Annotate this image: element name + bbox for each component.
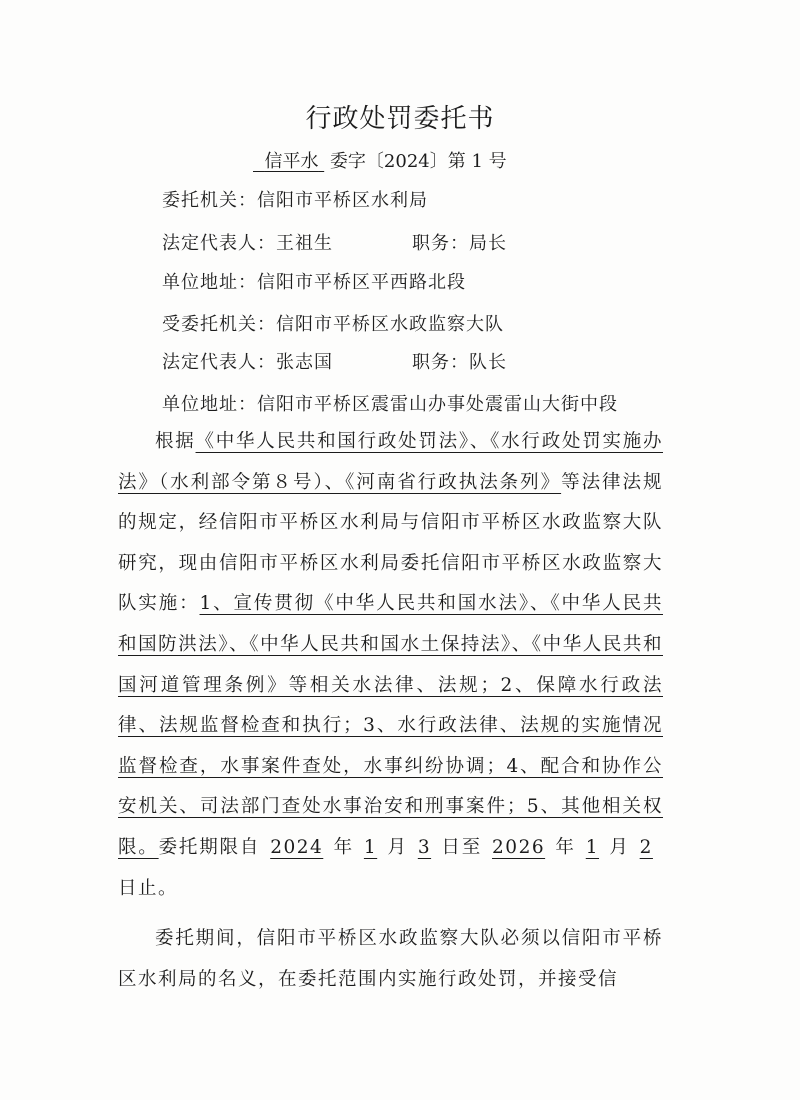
- period-start-label: 委托期限自: [158, 836, 261, 858]
- start-year: 2024: [270, 836, 324, 858]
- start-month: 1: [363, 836, 378, 858]
- month-char-1: 月: [387, 836, 408, 858]
- end-month: 1: [585, 836, 600, 858]
- year-char-2: 年: [555, 836, 576, 858]
- entrusting-rep: 王祖生: [276, 233, 333, 254]
- end-year: 2026: [492, 836, 546, 858]
- year-char-1: 年: [333, 836, 354, 858]
- end-char: 日止。: [118, 877, 179, 899]
- entrusting-rep-line: [162, 229, 507, 255]
- doc-num: 1: [471, 151, 483, 172]
- start-day: 3: [417, 836, 432, 858]
- end-day: 2: [639, 836, 653, 858]
- entrusting-org-line: [162, 186, 428, 212]
- document-title: 行政处罚委托书: [305, 104, 495, 134]
- entrusted-rep: 张志国: [276, 352, 333, 373]
- body-paragraph-2: 委托期间，信阳市平桥区水政监察大队必须以信阳市平桥区水利局的名义，在委托范围内实施行政处罚，并接受信: [118, 928, 663, 990]
- entrusting-title-group: [412, 229, 507, 255]
- entrusting-address-line: [162, 268, 466, 294]
- entrusted-org: 信阳市平桥区水政监察大队: [276, 314, 504, 335]
- document-body: [118, 422, 663, 1000]
- entrusted-rep-label: 法定代表人：: [162, 352, 276, 373]
- entrusted-address-label: 单位地址：: [162, 394, 257, 415]
- doc-suffix: 号: [488, 151, 507, 172]
- body-paragraph-1: [118, 422, 663, 909]
- entrusting-address: 信阳市平桥区平西路北段: [257, 272, 466, 293]
- entrusting-org: 信阳市平桥区水利局: [257, 190, 428, 211]
- doc-middle: 委字〔2024〕第: [329, 151, 466, 172]
- period-end-label: 日至: [441, 836, 483, 858]
- entrusted-title-group: [412, 348, 507, 374]
- entrusting-rep-label: 法定代表人：: [162, 233, 276, 254]
- p1-mid: 等法律法规的规定，经信阳市平桥区水利局与信阳市平桥区水政监察大队研究，现由信阳市平桥区水利局委托信阳市平桥区水政监察大队实施：: [118, 471, 663, 615]
- doc-prefix: 信平水: [264, 151, 319, 172]
- entrusted-address: 信阳市平桥区震雷山办事处震雷山大街中段: [257, 394, 618, 415]
- entrusting-address-label: 单位地址：: [162, 272, 257, 293]
- entrusted-title-label: 职务：: [412, 352, 469, 373]
- month-char-2: 月: [609, 836, 630, 858]
- entrusted-title: 队长: [469, 352, 507, 373]
- entrusting-title-label: 职务：: [412, 233, 469, 254]
- entrusted-address-line: [162, 390, 618, 416]
- p1-intro: 根据: [155, 431, 196, 452]
- entrusted-org-line: [162, 310, 504, 336]
- entrusted-org-label: 受委托机关：: [162, 314, 276, 335]
- p1-laws: 《中华人民共和国行政处罚法》、《水行政处罚实施办法》（水利部令第８号）、《河南省行政执法条列》: [118, 431, 663, 493]
- document-number: [253, 147, 507, 173]
- entrusting-org-label: 委托机关：: [162, 190, 257, 211]
- entrusted-rep-line: [162, 348, 507, 374]
- entrusting-title: 局长: [469, 233, 507, 254]
- p1-scope: 1、宣传贯彻《中华人民共和国水法》、《中华人民共和国防洪法》、《中华人民共和国水土保持法》、《中华人民共和国河道管理条例》等相关水法律、法规；2、保障水行政法律、法规监督检查和执行；3、水行政法律、法规的实施情况监督检查，水事案件查处，水事纠纷协调；4、配合和协作公安机关、司法部门查处水事治安和刑事案件；5、其他相关权限。: [118, 593, 663, 858]
